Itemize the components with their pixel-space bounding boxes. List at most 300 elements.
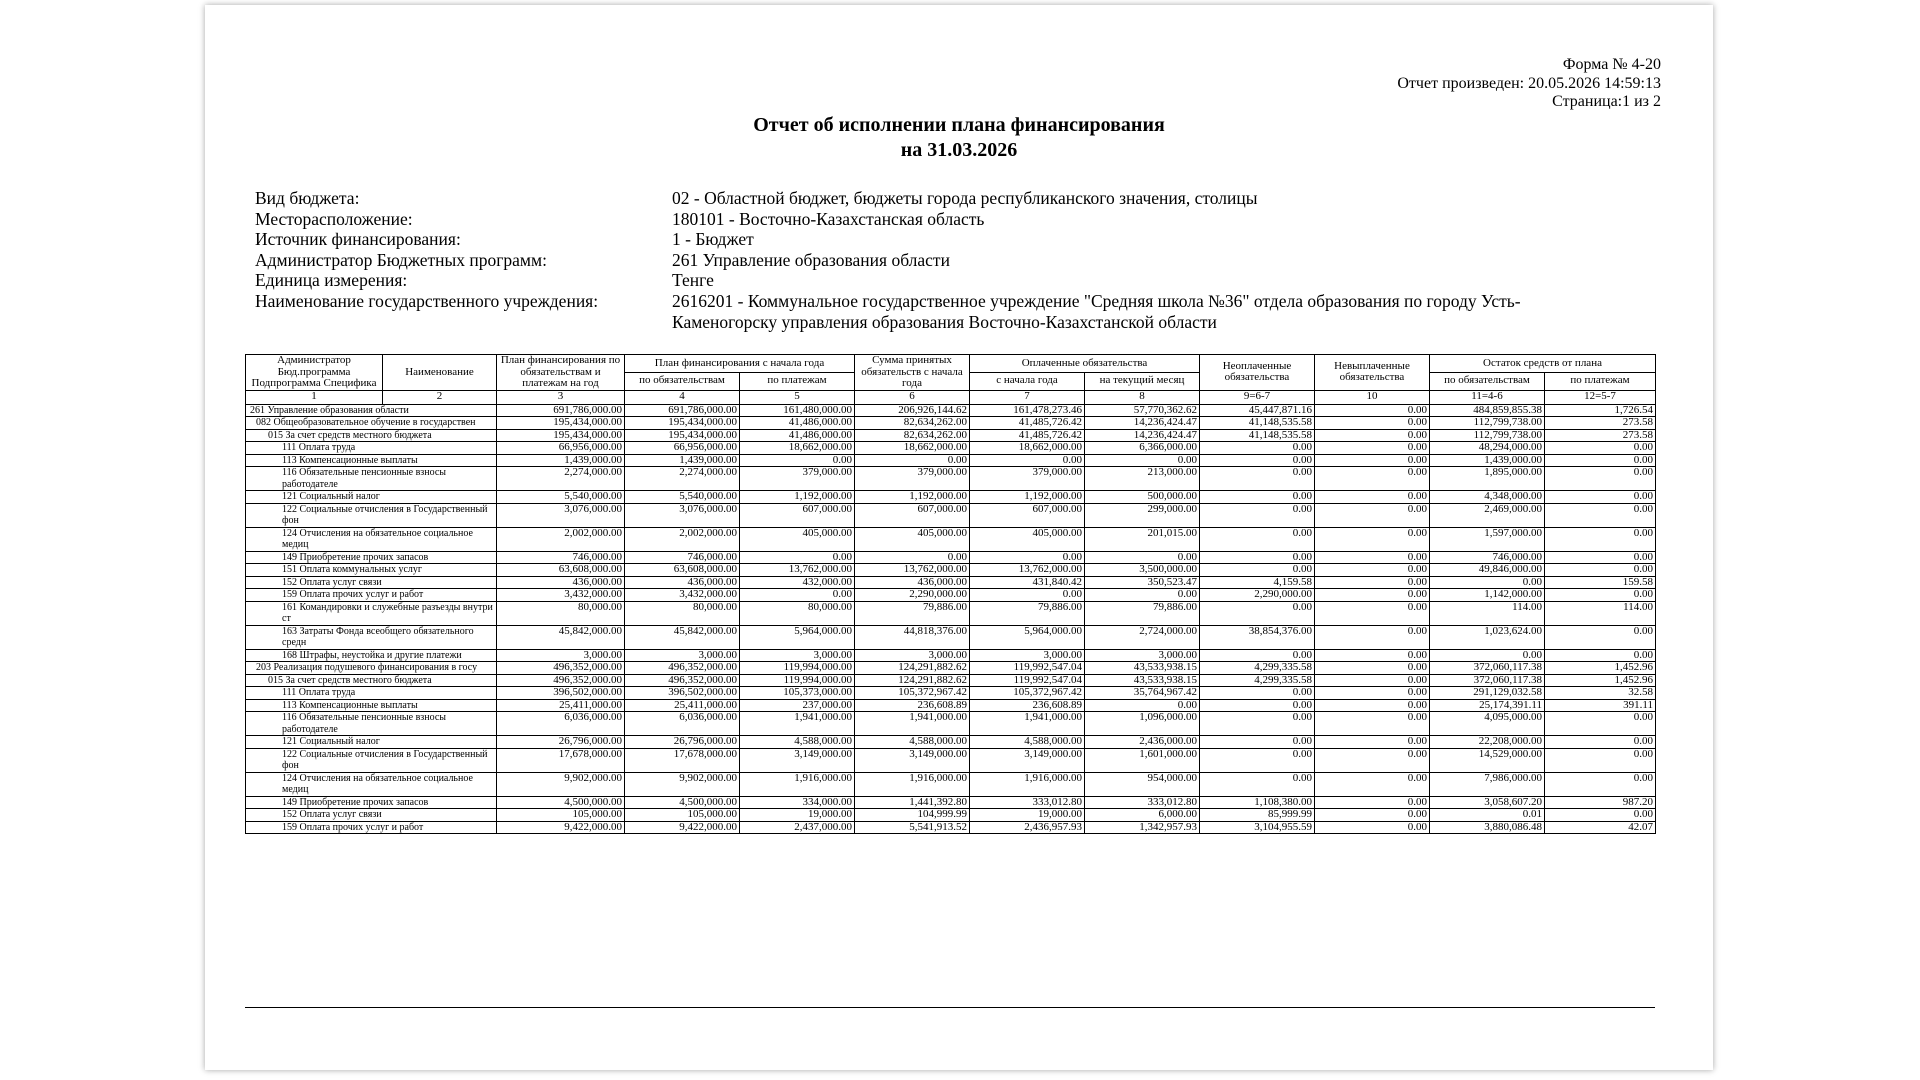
row-value: 4,588,000.00 [970,736,1085,749]
row-value: 105,372,967.42 [855,687,970,700]
row-value: 405,000.00 [970,527,1085,551]
row-value: 3,000.00 [855,649,970,662]
col-paid-month-header: на текущий месяц [1085,372,1200,390]
row-value: 691,786,000.00 [497,404,625,417]
meta-row [255,291,1655,332]
row-value: 0.00 [1545,736,1656,749]
row-value: 4,500,000.00 [497,796,625,809]
row-value: 0.00 [1200,454,1315,467]
row-value: 2,274,000.00 [625,467,740,491]
row-value: 19,000.00 [740,809,855,822]
row-label: 159 Оплата прочих услуг и работ [246,589,497,602]
column-number: 2 [383,390,497,404]
row-value: 746,000.00 [1430,551,1545,564]
row-value: 57,770,362.62 [1085,404,1200,417]
row-value: 0.00 [1085,551,1200,564]
row-value: 17,678,000.00 [625,748,740,772]
row-label: 152 Оплата услуг связи [246,809,497,822]
table-row [246,429,1656,442]
row-value: 3,149,000.00 [970,748,1085,772]
row-label: 121 Социальный налог [246,491,497,504]
form-number: Форма № 4-20 [1562,56,1661,73]
row-value: 1,601,000.00 [1085,748,1200,772]
row-value: 0.00 [1315,809,1430,822]
row-value: 3,432,000.00 [497,589,625,602]
report-title-line2: на 31.03.2026 [900,139,1018,161]
row-value: 3,880,086.48 [1430,821,1545,834]
row-value: 746,000.00 [497,551,625,564]
row-value: 114.00 [1430,601,1545,625]
row-value: 0.00 [740,589,855,602]
row-value: 45,447,871.16 [1200,404,1315,417]
row-value: 19,000.00 [970,809,1085,822]
column-number: 10 [1315,390,1430,404]
table-row [246,467,1656,491]
row-value: 0.00 [1315,564,1430,577]
row-label: 111 Оплата труда [246,687,497,700]
row-value: 987.20 [1545,796,1656,809]
meta-value: Тенге [672,270,714,291]
row-value: 4,588,000.00 [855,736,970,749]
row-value: 80,000.00 [740,601,855,625]
row-value: 4,299,335.58 [1200,662,1315,675]
meta-value: 02 - Областной бюджет, бюджеты города республиканского значения, столицы [672,188,1258,208]
row-value: 607,000.00 [855,503,970,527]
row-value: 334,000.00 [740,796,855,809]
table-row [246,772,1656,796]
row-value: 41,486,000.00 [740,429,855,442]
row-value: 0.00 [1200,687,1315,700]
row-value: 0.00 [1315,772,1430,796]
row-value: 436,000.00 [497,576,625,589]
col-unpaid-header: Неоплаченные обязательства [1200,355,1315,391]
row-value: 79,886.00 [970,601,1085,625]
row-value: 119,994,000.00 [740,674,855,687]
row-value: 405,000.00 [740,527,855,551]
meta-value: 180101 - Восточно-Казахстанская область [672,208,985,229]
row-value: 105,000.00 [625,809,740,822]
row-value: 607,000.00 [740,503,855,527]
row-value: 405,000.00 [855,527,970,551]
row-value: 119,992,547.04 [970,674,1085,687]
row-value: 4,348,000.00 [1430,491,1545,504]
row-value: 1,439,000.00 [1430,454,1545,467]
row-value: 3,000.00 [1085,649,1200,662]
row-value: 13,762,000.00 [740,564,855,577]
row-value: 0.00 [1315,491,1430,504]
table-row [246,821,1656,834]
row-label: 116 Обязательные пенсионные взносы работодателе [246,467,497,491]
row-value: 333,012.80 [1085,796,1200,809]
col-plan-since-start-header: План финансирования с начала года [625,355,855,373]
row-value: 0.00 [1545,442,1656,455]
row-value: 195,434,000.00 [497,417,625,430]
table-row [246,404,1656,417]
table-row [246,527,1656,551]
row-value: 0.00 [970,589,1085,602]
table-row [246,674,1656,687]
row-value: 0.00 [1315,576,1430,589]
row-value: 13,762,000.00 [855,564,970,577]
meta-row [255,188,1655,209]
row-value: 5,540,000.00 [625,491,740,504]
row-label: 124 Отчисления на обязательное социальное медиц [246,772,497,796]
row-value: 2,290,000.00 [1200,589,1315,602]
row-value: 0.00 [1200,748,1315,772]
row-value: 201,015.00 [1085,527,1200,551]
row-value: 1,941,000.00 [855,712,970,736]
row-value: 38,854,376.00 [1200,625,1315,649]
row-label: 152 Оплата услуг связи [246,576,497,589]
row-value: 1,108,380.00 [1200,796,1315,809]
row-value: 0.00 [1200,442,1315,455]
row-value: 0.00 [1315,736,1430,749]
row-value: 0.00 [1430,576,1545,589]
row-value: 43,533,938.15 [1085,674,1200,687]
row-label: 116 Обязательные пенсионные взносы работодателе [246,712,497,736]
col-plan-by-pay-header: по платежам [740,372,855,390]
row-value: 4,095,000.00 [1430,712,1545,736]
row-value: 17,678,000.00 [497,748,625,772]
table-row [246,809,1656,822]
row-label: 121 Социальный налог [246,736,497,749]
table-row [246,589,1656,602]
row-value: 25,411,000.00 [497,699,625,712]
row-value: 195,434,000.00 [625,429,740,442]
row-value: 607,000.00 [970,503,1085,527]
row-value: 14,236,424.47 [1085,429,1200,442]
row-value: 273.58 [1545,417,1656,430]
meta-row [255,209,1655,230]
row-value: 0.00 [1200,564,1315,577]
row-value: 0.00 [1315,649,1430,662]
col-remain-group-header: Остаток средств от плана [1430,355,1656,373]
row-value: 63,608,000.00 [497,564,625,577]
row-value: 80,000.00 [497,601,625,625]
table-row [246,625,1656,649]
row-value: 0.00 [970,454,1085,467]
row-value: 4,500,000.00 [625,796,740,809]
row-value: 82,634,262.00 [855,417,970,430]
row-value: 746,000.00 [625,551,740,564]
row-value: 2,469,000.00 [1430,503,1545,527]
row-value: 1,452.96 [1545,662,1656,675]
row-value: 0.00 [1545,809,1656,822]
row-value: 3,000.00 [970,649,1085,662]
row-value: 3,500,000.00 [1085,564,1200,577]
row-value: 1,023,624.00 [1430,625,1545,649]
row-value: 1,142,000.00 [1430,589,1545,602]
row-value: 4,159.58 [1200,576,1315,589]
row-value: 432,000.00 [740,576,855,589]
column-number: 3 [497,390,625,404]
row-value: 0.00 [1200,601,1315,625]
report-title [205,113,1713,163]
column-number: 9=6-7 [1200,390,1315,404]
column-number: 1 [246,390,383,404]
row-value: 25,174,391.11 [1430,699,1545,712]
row-value: 1,916,000.00 [855,772,970,796]
row-value: 5,540,000.00 [497,491,625,504]
table-row [246,491,1656,504]
row-value: 0.00 [1200,527,1315,551]
row-value: 0.00 [1200,712,1315,736]
table-row [246,712,1656,736]
row-value: 2,436,000.00 [1085,736,1200,749]
row-label: 261 Управление образования области [246,404,497,417]
row-value: 0.00 [1200,467,1315,491]
row-value: 0.00 [855,454,970,467]
column-number: 11=4-6 [1430,390,1545,404]
table-body [246,404,1656,834]
row-value: 0.00 [1315,662,1430,675]
row-value: 954,000.00 [1085,772,1200,796]
meta-label: Администратор Бюджетных программ: [255,249,547,270]
table-row [246,503,1656,527]
row-label: 111 Оплата труда [246,442,497,455]
row-value: 1,941,000.00 [970,712,1085,736]
row-value: 0.00 [970,551,1085,564]
row-value: 79,886.00 [855,601,970,625]
table-row [246,551,1656,564]
row-value: 0.00 [1315,417,1430,430]
row-value: 500,000.00 [1085,491,1200,504]
row-value: 1,597,000.00 [1430,527,1545,551]
row-label: 149 Приобретение прочих запасов [246,551,497,564]
report-meta [255,188,1655,332]
row-value: 496,352,000.00 [497,662,625,675]
row-value: 4,588,000.00 [740,736,855,749]
col-admin-header: Администратор Бюд.программа Подпрограмма Специфика [246,355,383,391]
col-remain-pay-header: по платежам [1545,372,1656,390]
row-value: 9,422,000.00 [497,821,625,834]
row-value: 372,060,117.38 [1430,674,1545,687]
row-value: 0.00 [1545,551,1656,564]
row-value: 2,437,000.00 [740,821,855,834]
row-value: 0.00 [1085,454,1200,467]
row-value: 66,956,000.00 [497,442,625,455]
row-value: 63,608,000.00 [625,564,740,577]
row-value: 1,192,000.00 [970,491,1085,504]
column-numbers-row [246,390,1656,404]
row-value: 45,842,000.00 [497,625,625,649]
row-value: 119,994,000.00 [740,662,855,675]
meta-label: Единица измерения: [255,270,408,291]
row-label: 168 Штрафы, неустойка и другие платежи [246,649,497,662]
row-value: 436,000.00 [855,576,970,589]
row-value: 0.00 [1545,712,1656,736]
report-title-line1: Отчет об исполнении плана финансирования [753,114,1165,136]
col-paid-group-header: Оплаченные обязательства [970,355,1200,373]
row-value: 25,411,000.00 [625,699,740,712]
row-value: 45,842,000.00 [625,625,740,649]
row-value: 0.00 [1315,527,1430,551]
row-value: 1,342,957.93 [1085,821,1200,834]
row-value: 236,608.89 [970,699,1085,712]
table-row [246,454,1656,467]
col-plan-year-header: План финансирования по обязательствам и платежам на год [497,355,625,391]
row-value: 66,956,000.00 [625,442,740,455]
row-value: 2,724,000.00 [1085,625,1200,649]
row-value: 161,478,273.46 [970,404,1085,417]
row-value: 291,129,032.58 [1430,687,1545,700]
table-row [246,662,1656,675]
row-value: 0.00 [1315,589,1430,602]
row-value: 0.00 [1085,699,1200,712]
row-value: 7,986,000.00 [1430,772,1545,796]
row-value: 0.00 [1200,649,1315,662]
row-value: 41,148,535.58 [1200,417,1315,430]
row-value: 379,000.00 [740,467,855,491]
row-value: 124,291,882.62 [855,674,970,687]
row-value: 0.00 [1545,454,1656,467]
row-value: 1,916,000.00 [740,772,855,796]
table-row [246,748,1656,772]
row-label: 082 Общеобразовательное обучение в государствен [246,417,497,430]
column-number: 12=5-7 [1545,390,1656,404]
row-value: 14,236,424.47 [1085,417,1200,430]
row-value: 41,486,000.00 [740,417,855,430]
row-value: 1,192,000.00 [855,491,970,504]
meta-row [255,270,1655,291]
row-value: 0.00 [1315,454,1430,467]
row-value: 0.00 [1545,527,1656,551]
row-value: 0.00 [1545,467,1656,491]
row-value: 391.11 [1545,699,1656,712]
column-number: 8 [1085,390,1200,404]
meta-label: Месторасположение: [255,208,413,229]
row-value: 0.00 [1315,503,1430,527]
column-number: 6 [855,390,970,404]
row-value: 379,000.00 [970,467,1085,491]
row-value: 0.00 [1315,467,1430,491]
row-value: 0.00 [1315,821,1430,834]
table-row [246,736,1656,749]
row-value: 0.00 [1315,601,1430,625]
row-value: 0.00 [1315,429,1430,442]
row-value: 5,964,000.00 [740,625,855,649]
table-row [246,796,1656,809]
row-value: 159.58 [1545,576,1656,589]
row-value: 119,992,547.04 [970,662,1085,675]
row-value: 1,916,000.00 [970,772,1085,796]
meta-value: 2616201 - Коммунальное государственное учреждение "Средняя школа №36" отдела образования по городу Усть-Каменогорску управления образования Восточно-Казахстанской области [672,290,1521,332]
table-row [246,576,1656,589]
col-accepted-header: Сумма принятых обязательств с начала года [855,355,970,391]
row-value: 6,000.00 [1085,809,1200,822]
row-value: 0.00 [1200,551,1315,564]
row-value: 333,012.80 [970,796,1085,809]
produced-timestamp: Отчет произведен: 20.05.2026 14:59:13 [1397,74,1661,92]
row-value: 41,485,726.42 [970,417,1085,430]
row-value: 9,902,000.00 [625,772,740,796]
table-row [246,699,1656,712]
row-value: 6,036,000.00 [497,712,625,736]
table-row [246,687,1656,700]
row-value: 3,149,000.00 [855,748,970,772]
row-value: 114.00 [1545,601,1656,625]
document-header [1397,56,1661,112]
row-value: 3,432,000.00 [625,589,740,602]
row-value: 273.58 [1545,429,1656,442]
row-label: 151 Оплата коммунальных услуг [246,564,497,577]
row-value: 0.00 [1315,625,1430,649]
row-value: 396,502,000.00 [497,687,625,700]
row-value: 1,096,000.00 [1085,712,1200,736]
row-label: 163 Затраты Фонда всеобщего обязательного средн [246,625,497,649]
row-label: 122 Социальные отчисления в Государственный фон [246,748,497,772]
row-value: 79,886.00 [1085,601,1200,625]
row-value: 1,439,000.00 [497,454,625,467]
row-value: 0.00 [1545,772,1656,796]
row-value: 431,840.42 [970,576,1085,589]
row-value: 0.00 [1315,748,1430,772]
row-value: 112,799,738.00 [1430,429,1545,442]
row-value: 18,662,000.00 [855,442,970,455]
row-value: 0.00 [1545,748,1656,772]
report-table [245,354,1656,834]
row-value: 112,799,738.00 [1430,417,1545,430]
table-header [246,355,1656,405]
row-label: 159 Оплата прочих услуг и работ [246,821,497,834]
row-value: 0.00 [1200,503,1315,527]
row-value: 43,533,938.15 [1085,662,1200,675]
row-value: 0.00 [1315,687,1430,700]
row-value: 1,726.54 [1545,404,1656,417]
meta-row [255,250,1655,271]
row-value: 2,002,000.00 [625,527,740,551]
row-value: 0.00 [1430,649,1545,662]
row-value: 237,000.00 [740,699,855,712]
row-value: 41,485,726.42 [970,429,1085,442]
row-value: 3,000.00 [497,649,625,662]
row-value: 0.00 [1085,589,1200,602]
row-value: 49,846,000.00 [1430,564,1545,577]
row-value: 2,274,000.00 [497,467,625,491]
row-value: 0.00 [1315,442,1430,455]
col-paid-start-header: с начала года [970,372,1085,390]
row-value: 0.00 [1315,796,1430,809]
table-row [246,417,1656,430]
row-value: 35,764,967.42 [1085,687,1200,700]
row-value: 0.00 [1545,625,1656,649]
row-value: 105,000.00 [497,809,625,822]
row-value: 0.00 [740,454,855,467]
row-value: 3,058,607.20 [1430,796,1545,809]
row-value: 195,434,000.00 [497,429,625,442]
table-row [246,442,1656,455]
row-value: 6,036,000.00 [625,712,740,736]
row-value: 14,529,000.00 [1430,748,1545,772]
row-value: 1,441,392.80 [855,796,970,809]
row-value: 0.00 [1200,772,1315,796]
row-value: 484,859,855.38 [1430,404,1545,417]
row-label: 122 Социальные отчисления в Государственный фон [246,503,497,527]
row-value: 2,002,000.00 [497,527,625,551]
row-value: 372,060,117.38 [1430,662,1545,675]
meta-value: 1 - Бюджет [672,229,754,250]
row-value: 0.00 [1545,589,1656,602]
row-value: 496,352,000.00 [625,662,740,675]
row-value: 1,895,000.00 [1430,467,1545,491]
row-label: 113 Компенсационные выплаты [246,454,497,467]
row-value: 9,902,000.00 [497,772,625,796]
row-value: 0.00 [855,551,970,564]
row-value: 0.00 [1545,503,1656,527]
row-value: 0.00 [1315,712,1430,736]
row-value: 0.01 [1430,809,1545,822]
row-value: 42.07 [1545,821,1656,834]
